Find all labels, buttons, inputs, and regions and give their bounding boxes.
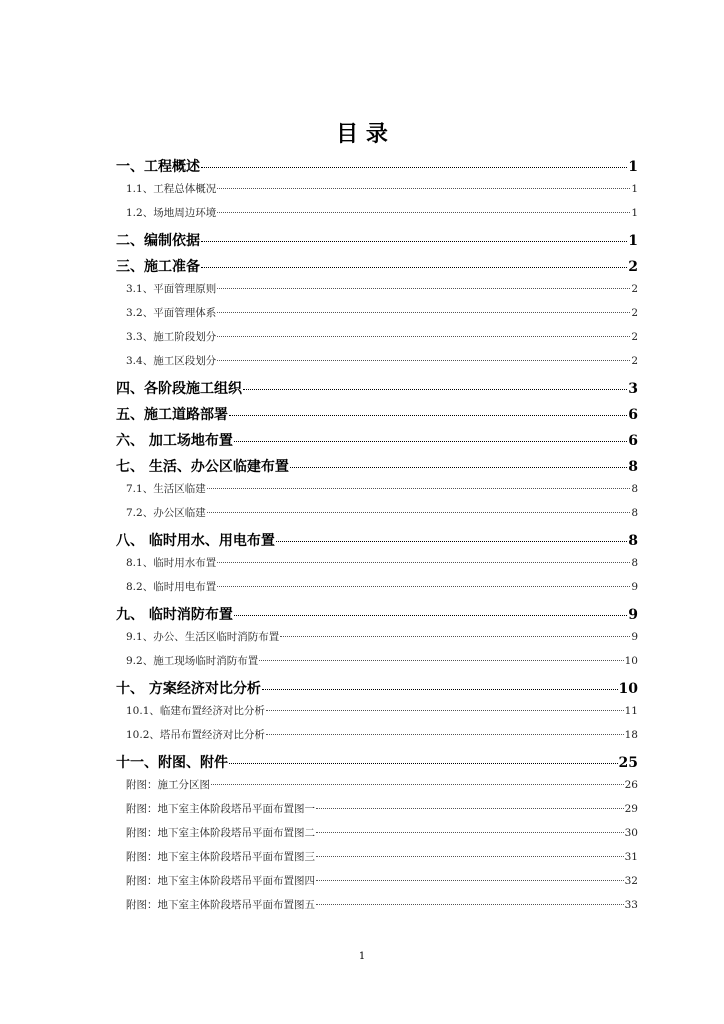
toc-entry-page: 2 (631, 283, 638, 295)
toc-entry-page: 26 (624, 779, 638, 791)
toc-entry-label: 3.1、平面管理原则 (126, 283, 217, 295)
toc-subsection-entry[interactable] (116, 825, 638, 849)
toc-subsection-entry[interactable] (116, 181, 638, 205)
toc-dot-leader (316, 880, 624, 881)
toc-dot-leader (207, 512, 631, 513)
toc-entry-page: 6 (628, 407, 638, 423)
toc-entry-page: 1 (628, 233, 638, 249)
toc-dot-leader (217, 360, 630, 361)
toc-dot-leader (217, 288, 630, 289)
toc-section-entry[interactable] (116, 603, 638, 629)
toc-entry-label: 附图：地下室主体阶段塔吊平面布置图五 (126, 899, 315, 911)
toc-subsection-entry[interactable] (116, 897, 638, 921)
toc-dot-leader (316, 904, 624, 905)
toc-subsection-entry[interactable] (116, 305, 638, 329)
toc-entry-label: 附图：地下室主体阶段塔吊平面布置图三 (126, 851, 315, 863)
toc-section-entry[interactable] (116, 403, 638, 429)
toc-dot-leader (234, 615, 627, 616)
toc-dot-leader (234, 441, 627, 442)
toc-section-entry[interactable] (116, 155, 638, 181)
toc-entry-page: 2 (631, 331, 638, 343)
toc-entry-page: 8 (631, 483, 638, 495)
toc-dot-leader (211, 784, 624, 785)
toc-subsection-entry[interactable] (116, 629, 638, 653)
toc-subsection-entry[interactable] (116, 849, 638, 873)
toc-section-entry[interactable] (116, 455, 638, 481)
toc-entry-page: 10 (624, 655, 638, 667)
page-title: 目 录 (336, 122, 388, 147)
toc-entry-page: 25 (618, 755, 638, 771)
toc-entry-label: 10.1、临建布置经济对比分析 (126, 705, 265, 717)
toc-subsection-entry[interactable] (116, 579, 638, 603)
toc-entry-page: 3 (628, 381, 638, 397)
toc-subsection-entry[interactable] (116, 727, 638, 751)
toc-dot-leader (280, 636, 630, 637)
toc-entry-page: 8 (631, 507, 638, 519)
toc-subsection-entry[interactable] (116, 505, 638, 529)
toc-entry-label: 八、 临时用水、用电布置 (116, 533, 275, 549)
toc-entry-label: 1.1、工程总体概况 (126, 183, 217, 195)
toc-entry-label: 10.2、塔吊布置经济对比分析 (126, 729, 265, 741)
toc-entry-page: 30 (624, 827, 638, 839)
toc-subsection-entry[interactable] (116, 329, 638, 353)
toc-entry-page: 9 (628, 607, 638, 623)
toc-entry-label: 十一、附图、附件 (116, 755, 228, 771)
toc-dot-leader (316, 808, 624, 809)
toc-entry-label: 一、工程概述 (116, 159, 200, 175)
toc-dot-leader (217, 188, 630, 189)
toc-entry-label: 九、 临时消防布置 (116, 607, 233, 623)
toc-dot-leader (201, 267, 627, 268)
toc-dot-leader (276, 541, 627, 542)
toc-subsection-entry[interactable] (116, 703, 638, 727)
toc-subsection-entry[interactable] (116, 801, 638, 825)
toc-dot-leader (217, 336, 630, 337)
toc-dot-leader (217, 212, 630, 213)
toc-entry-label: 8.1、临时用水布置 (126, 557, 217, 569)
toc-dot-leader (201, 241, 627, 242)
toc-subsection-entry[interactable] (116, 555, 638, 579)
toc-entry-page: 2 (628, 259, 638, 275)
toc-dot-leader (290, 467, 627, 468)
toc-entry-label: 附图：施工分区图 (126, 779, 210, 791)
toc-entry-label: 六、 加工场地布置 (116, 433, 233, 449)
toc-dot-leader (259, 660, 623, 661)
toc-dot-leader (229, 763, 618, 764)
toc-entry-label: 7.1、生活区临建 (126, 483, 206, 495)
toc-entry-label: 四、各阶段施工组织 (116, 381, 242, 397)
toc-subsection-entry[interactable] (116, 481, 638, 505)
toc-dot-leader (201, 167, 627, 168)
toc-entry-label: 十、 方案经济对比分析 (116, 681, 261, 697)
toc-entry-label: 9.2、施工现场临时消防布置 (126, 655, 259, 667)
toc-subsection-entry[interactable] (116, 353, 638, 377)
toc-subsection-entry[interactable] (116, 281, 638, 305)
toc-dot-leader (217, 312, 630, 313)
toc-entry-page: 1 (631, 183, 638, 195)
table-of-contents (116, 155, 638, 921)
toc-entry-label: 附图：地下室主体阶段塔吊平面布置图二 (126, 827, 315, 839)
toc-section-entry[interactable] (116, 529, 638, 555)
toc-entry-label: 二、编制依据 (116, 233, 200, 249)
toc-dot-leader (217, 562, 630, 563)
toc-entry-page: 9 (631, 631, 638, 643)
toc-subsection-entry[interactable] (116, 873, 638, 897)
toc-dot-leader (243, 389, 627, 390)
toc-section-entry[interactable] (116, 377, 638, 403)
toc-entry-label: 附图：地下室主体阶段塔吊平面布置图一 (126, 803, 315, 815)
toc-entry-page: 2 (631, 307, 638, 319)
toc-section-entry[interactable] (116, 255, 638, 281)
toc-entry-label: 3.3、施工阶段划分 (126, 331, 217, 343)
toc-section-entry[interactable] (116, 751, 638, 777)
toc-entry-page: 1 (628, 159, 638, 175)
toc-entry-page: 8 (628, 533, 638, 549)
toc-entry-page: 33 (624, 899, 638, 911)
toc-dot-leader (316, 856, 624, 857)
toc-dot-leader (207, 488, 631, 489)
toc-entry-page: 2 (631, 355, 638, 367)
toc-entry-page: 1 (631, 207, 638, 219)
toc-entry-page: 10 (618, 681, 638, 697)
page-number: 1 (358, 951, 366, 962)
toc-entry-page: 8 (628, 459, 638, 475)
toc-entry-label: 8.2、临时用电布置 (126, 581, 217, 593)
toc-subsection-entry[interactable] (116, 205, 638, 229)
toc-entry-page: 29 (624, 803, 638, 815)
toc-entry-page: 11 (624, 705, 638, 717)
toc-entry-label: 9.1、办公、生活区临时消防布置 (126, 631, 280, 643)
toc-entry-page: 18 (624, 729, 638, 741)
toc-entry-page: 9 (631, 581, 638, 593)
toc-entry-label: 三、施工准备 (116, 259, 200, 275)
toc-entry-label: 附图：地下室主体阶段塔吊平面布置图四 (126, 875, 315, 887)
toc-section-entry[interactable] (116, 229, 638, 255)
toc-entry-label: 1.2、场地周边环境 (126, 207, 217, 219)
toc-dot-leader (217, 586, 630, 587)
toc-entry-label: 七、 生活、办公区临建布置 (116, 459, 289, 475)
toc-entry-page: 8 (631, 557, 638, 569)
toc-entry-page: 32 (624, 875, 638, 887)
toc-dot-leader (266, 734, 624, 735)
toc-dot-leader (229, 415, 627, 416)
toc-section-entry[interactable] (116, 429, 638, 455)
toc-section-entry[interactable] (116, 677, 638, 703)
toc-entry-label: 3.4、施工区段划分 (126, 355, 217, 367)
toc-dot-leader (262, 689, 618, 690)
toc-dot-leader (266, 710, 624, 711)
toc-entry-label: 3.2、平面管理体系 (126, 307, 217, 319)
toc-entry-page: 31 (624, 851, 638, 863)
toc-dot-leader (316, 832, 624, 833)
toc-entry-label: 7.2、办公区临建 (126, 507, 206, 519)
toc-entry-label: 五、施工道路部署 (116, 407, 228, 423)
toc-subsection-entry[interactable] (116, 777, 638, 801)
toc-subsection-entry[interactable] (116, 653, 638, 677)
toc-entry-page: 6 (628, 433, 638, 449)
